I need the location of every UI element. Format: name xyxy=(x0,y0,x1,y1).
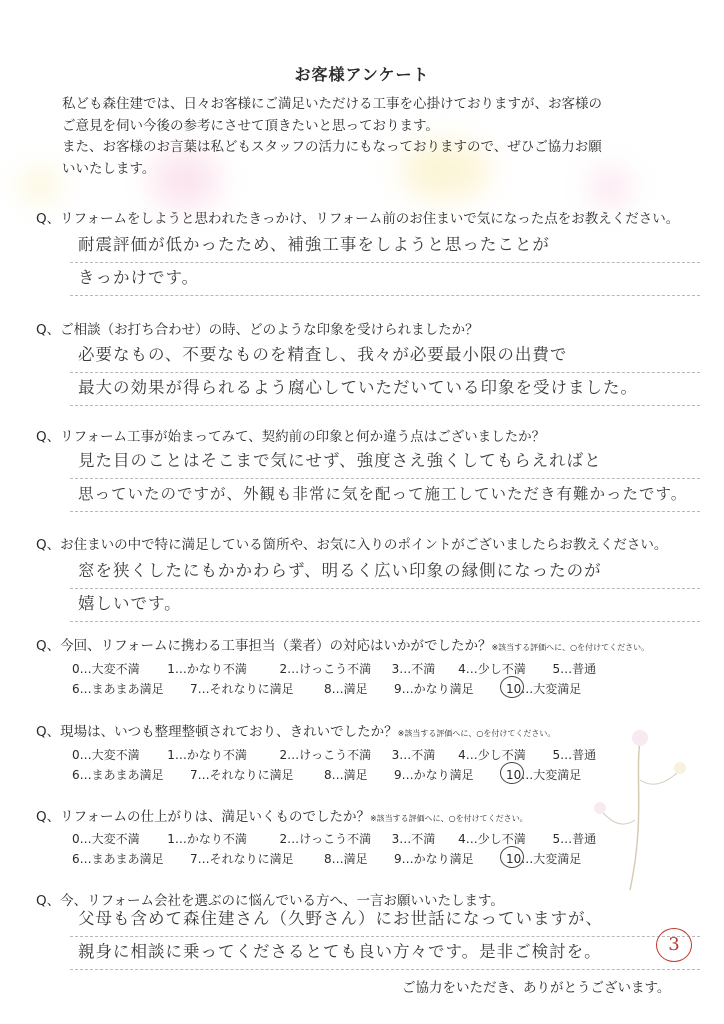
question-2: Q、ご相談（お打ち合わせ）の時、どのような印象を受けられましたか？ xyxy=(36,322,479,338)
rating-option-6[interactable]: 6…まあまあ満足 xyxy=(72,767,164,782)
intro-text xyxy=(62,94,682,180)
rating-scale-7[interactable] xyxy=(72,828,612,868)
rating-scale-5[interactable] xyxy=(72,658,612,698)
answer-2[interactable] xyxy=(70,340,700,406)
rating-option-0[interactable]: 0…大変不満 xyxy=(72,831,140,846)
rating-option-7[interactable]: 7…それなりに満足 xyxy=(190,851,294,866)
rating-option-9[interactable]: 9…かなり満足 xyxy=(394,851,474,866)
rating-option-8[interactable]: 8…満足 xyxy=(324,851,368,866)
intro-line: ご意見を伺い今後の参考にさせて頂きたいと思っております。 xyxy=(62,117,439,134)
rating-option-6[interactable]: 6…まあまあ満足 xyxy=(72,681,164,696)
rating-option-8[interactable]: 8…満足 xyxy=(324,681,368,696)
rating-note: ※該当する評価へに、○を付けてください。 xyxy=(369,814,528,823)
rating-note: ※該当する評価へに、○を付けてください。 xyxy=(491,643,650,652)
question-8: Q、今、リフォーム会社を選ぶのに悩んでいる方へ、一言お願いいたします。 xyxy=(36,893,504,909)
intro-line: 私ども森住建では、日々お客様にご満足いただける工事を心掛けておりますが、お客様の xyxy=(62,96,602,112)
decor-blur xyxy=(20,170,60,200)
answer-line: 窓を狭くしたにもかかわらず、明るく広い印象の縁側になったのが xyxy=(70,556,700,589)
rating-option-0[interactable]: 0…大変不満 xyxy=(72,747,140,762)
rating-option-3[interactable]: 3…不満 xyxy=(391,747,436,762)
answer-line: きっかけです。 xyxy=(70,263,700,296)
intro-line: また、お客様のお言葉は私どもスタッフの活力にもなっておりますので、ぜひご協力お願 xyxy=(62,139,602,155)
answer-line: 思っていたのですが、外観も非常に気を配って施工していただき有難かったです。 xyxy=(70,479,700,512)
rating-option-4[interactable]: 4…少し不満 xyxy=(458,661,526,676)
intro-line: いいたします。 xyxy=(62,160,156,177)
question-1: Q、リフォームをしようと思われたきっかけ、リフォーム前のお住まいで気になった点をお教えください。 xyxy=(36,211,680,227)
rating-option-2[interactable]: 2…けっこう不満 xyxy=(279,661,372,676)
rating-option-4[interactable]: 4…少し不満 xyxy=(458,831,526,846)
rating-option-1[interactable]: 1…かなり不満 xyxy=(167,831,247,846)
rating-option-3[interactable]: 3…不満 xyxy=(391,831,436,846)
question-7-text: Q、リフォームの仕上がりは、満足いくものでしたか？ xyxy=(36,809,370,825)
rating-option-5[interactable]: 5…普通 xyxy=(552,661,597,676)
rating-option-5[interactable]: 5…普通 xyxy=(552,747,597,762)
rating-option-7[interactable]: 7…それなりに満足 xyxy=(190,681,294,696)
answer-8[interactable] xyxy=(70,904,700,970)
rating-option-2[interactable]: 2…けっこう不満 xyxy=(279,831,372,846)
rating-note: ※該当する評価へに、○を付けてください。 xyxy=(397,729,556,738)
footer-thanks: ご協力をいただき、ありがとうございます。 xyxy=(402,980,671,996)
question-3: Q、リフォーム工事が始まってみて、契約前の印象と何か違う点はございましたか？ xyxy=(36,429,546,445)
rating-option-9[interactable]: 9…かなり満足 xyxy=(394,767,474,782)
answer-line: 親身に相談に乗ってくださるとても良い方々です。是非ご検討を。 xyxy=(70,937,700,970)
rating-option-5[interactable]: 5…普通 xyxy=(552,831,597,846)
answer-4[interactable] xyxy=(70,556,700,622)
answer-line: 見た目のことはそこまで気にせず、強度さえ強くしてもらえればと xyxy=(70,446,700,479)
rating-option-7[interactable]: 7…それなりに満足 xyxy=(190,767,294,782)
rating-option-10-selected[interactable]: 10…大変満足 xyxy=(506,850,586,867)
rating-option-0[interactable]: 0…大変不満 xyxy=(72,661,140,676)
page-title: お客様アンケート xyxy=(294,65,430,84)
answer-line: 父母も含めて森住建さん（久野さん）にお世話になっていますが、 xyxy=(70,904,700,937)
answer-line: 必要なもの、不要なものを精査し、我々が必要最小限の出費で xyxy=(70,340,700,373)
rating-scale-6[interactable] xyxy=(72,744,612,784)
rating-option-6[interactable]: 6…まあまあ満足 xyxy=(72,851,164,866)
rating-option-1[interactable]: 1…かなり不満 xyxy=(167,661,247,676)
rating-option-8[interactable]: 8…満足 xyxy=(324,767,368,782)
rating-option-10-selected[interactable]: 10…大変満足 xyxy=(506,766,586,783)
question-5 xyxy=(36,634,696,654)
answer-1[interactable] xyxy=(70,230,700,296)
question-4: Q、お住まいの中で特に満足している箇所や、お気に入りのポイントがございましたらお教えください。 xyxy=(36,537,668,553)
answer-3[interactable] xyxy=(70,446,700,512)
rating-option-4[interactable]: 4…少し不満 xyxy=(458,747,526,762)
question-7 xyxy=(36,805,696,825)
rating-option-2[interactable]: 2…けっこう不満 xyxy=(279,747,372,762)
circled-number-stamp: 3 xyxy=(656,928,692,962)
answer-line: 耐震評価が低かったため、補強工事をしようと思ったことが xyxy=(70,230,700,263)
rating-option-1[interactable]: 1…かなり不満 xyxy=(167,747,247,762)
answer-line: 嬉しいです。 xyxy=(70,589,700,622)
question-6-text: Q、現場は、いつも整理整頓されており、きれいでしたか？ xyxy=(36,724,398,740)
rating-option-10-selected[interactable]: 10…大変満足 xyxy=(506,680,586,697)
question-6 xyxy=(36,720,696,740)
answer-line: 最大の効果が得られるよう腐心していただいている印象を受けました。 xyxy=(70,373,700,406)
rating-option-3[interactable]: 3…不満 xyxy=(391,661,436,676)
rating-option-9[interactable]: 9…かなり満足 xyxy=(394,681,474,696)
question-5-text: Q、今回、リフォームに携わる工事担当（業者）の対応はいかがでしたか？ xyxy=(36,638,492,654)
